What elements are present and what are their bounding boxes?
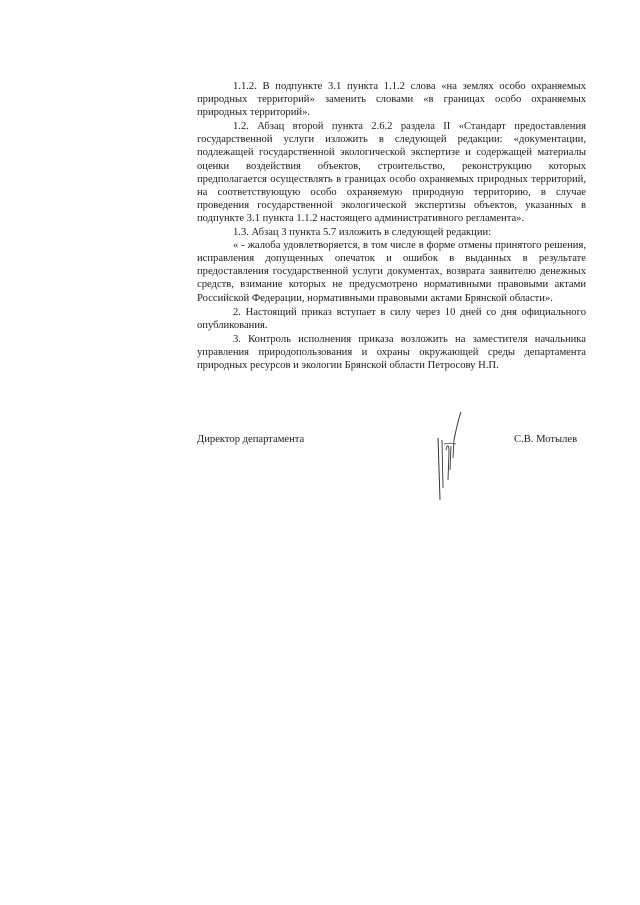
paragraph-1-1-2: 1.1.2. В подпункте 3.1 пункта 1.1.2 слова «на землях особо охраняемых природных территорий» заменить словами «в границах особо охраняемых природных территорий». (197, 81, 586, 119)
paragraph-1-3: 1.3. Абзац 3 пункта 5.7 изложить в следующей редакции: (233, 227, 492, 239)
paragraph-3: 3. Контроль исполнения приказа возложить на заместителя начальника управления природопользования и охраны окружающей среды департамента природных ресурсов и экологии Брянской области Петросову Н.П. (197, 333, 586, 371)
paragraph-2: 2. Настоящий приказ вступает в силу через 10 дней со дня официального опубликования. (197, 306, 586, 331)
paragraph-1-2: 1.2. Абзац второй пункта 2.6.2 раздела II «Стандарт предоставления государственной услуги изложить в следующей редакции: «документации, подлежащей государственной экологической экспертизе и содержащей материалы оценки воздействия объектов, строительство, реконструкцию которых предполагается осуществлять в границах особо охраняемых природных территорий, на соответствующую особо охраняемую природную территорию, в случае проведения государственной экологической экспертизы объектов, указанных в подпункте 3.1 пункта 1.1.2 настоящего административного регламента». (197, 121, 586, 224)
signatory-title: Директор департамента (197, 434, 305, 445)
signatory-name: С.В. Мотылев (514, 434, 578, 445)
handwritten-signature (430, 410, 470, 505)
document-body (197, 80, 586, 372)
paragraph-quote: « - жалоба удовлетворяется, в том числе в форме отмены принятого решения, исправления допущенных опечаток и ошибок в выданных в результате предоставления государственной услуги документах, возврата заявителю денежных средств, взимание которых не предусмотрено нормативными правовыми актами Российской Федерации, нормативными правовыми актами Брянской области». (197, 240, 586, 304)
